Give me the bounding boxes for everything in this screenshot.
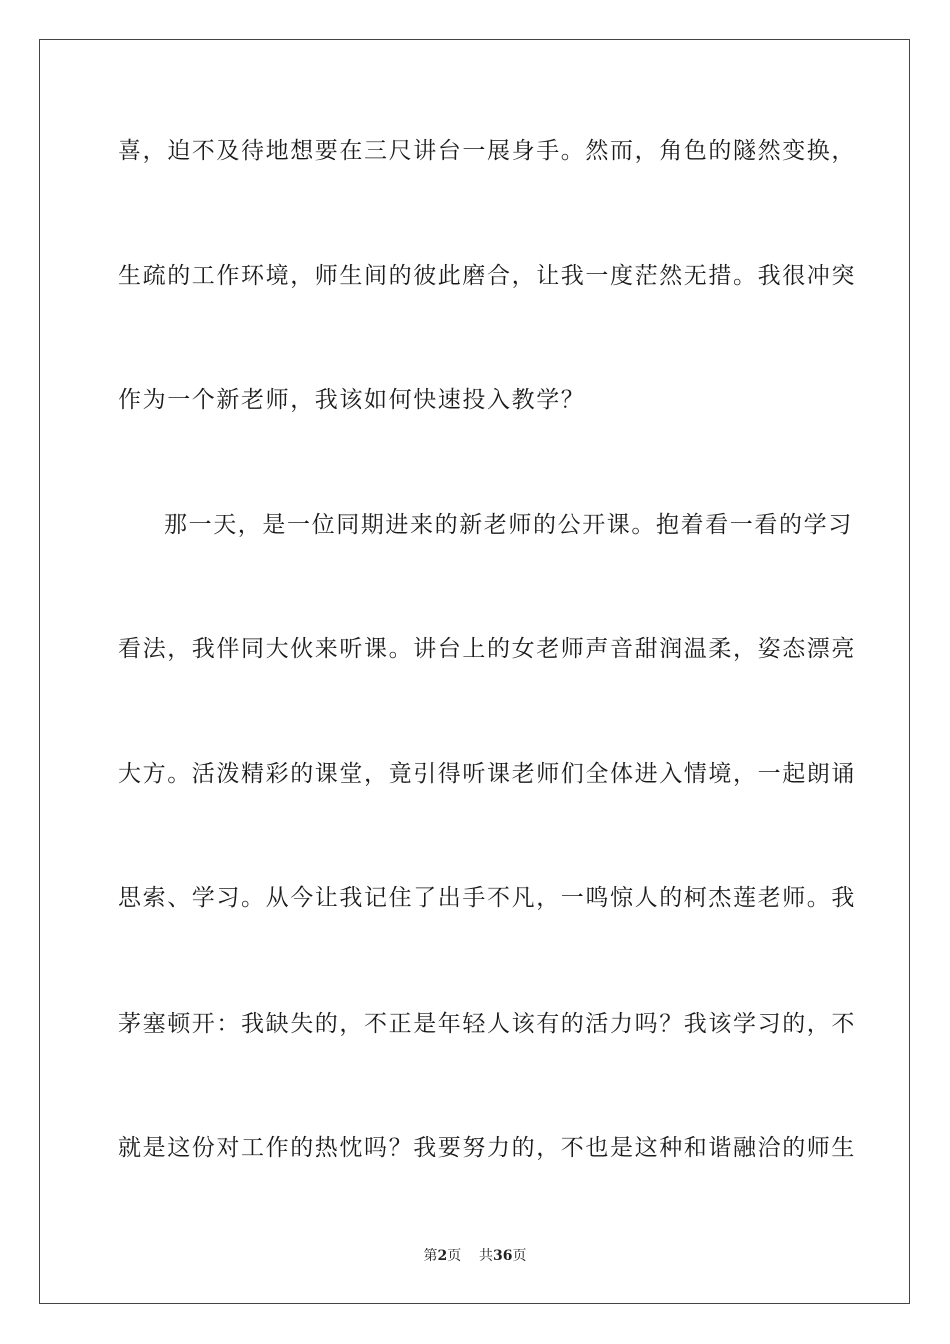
text-line-6: 大方。活泼精彩的课堂，竟引得听课老师们全体进入情境，一起朗诵 — [118, 761, 856, 787]
text-line-3: 作为一个新老师，我该如何快速投入教学？ — [118, 387, 586, 413]
total-prefix: 共 — [479, 1248, 494, 1264]
text-line-1: 喜，迫不及待地想要在三尺讲台一展身手。然而，角色的隧然变换， — [118, 138, 856, 164]
text-line-4: 那一天，是一位同期进来的新老师的公开课。抱着看一看的学习 — [164, 512, 853, 538]
text-line-7: 思索、学习。从今让我记住了出手不凡，一鸣惊人的柯杰莲老师。我 — [118, 885, 856, 911]
page-prefix: 第 — [423, 1248, 438, 1264]
text-line-2: 生疏的工作环境，师生间的彼此磨合，让我一度茫然无措。我很冲突 — [118, 263, 856, 289]
text-line-8: 茅塞顿开：我缺失的，不正是年轻人该有的活力吗？我该学习的，不 — [118, 1011, 856, 1037]
total-suffix: 页 — [512, 1248, 527, 1264]
page-suffix: 页 — [447, 1248, 462, 1264]
text-line-5: 看法，我伴同大伙来听课。讲台上的女老师声音甜润温柔，姿态漂亮 — [118, 636, 856, 662]
page-number — [0, 1247, 950, 1265]
page-current: 2 — [437, 1248, 448, 1264]
text-line-9: 就是这份对工作的热忱吗？我要努力的，不也是这种和谐融洽的师生 — [118, 1135, 856, 1161]
page-total: 36 — [493, 1248, 513, 1264]
page-frame — [39, 39, 910, 1304]
